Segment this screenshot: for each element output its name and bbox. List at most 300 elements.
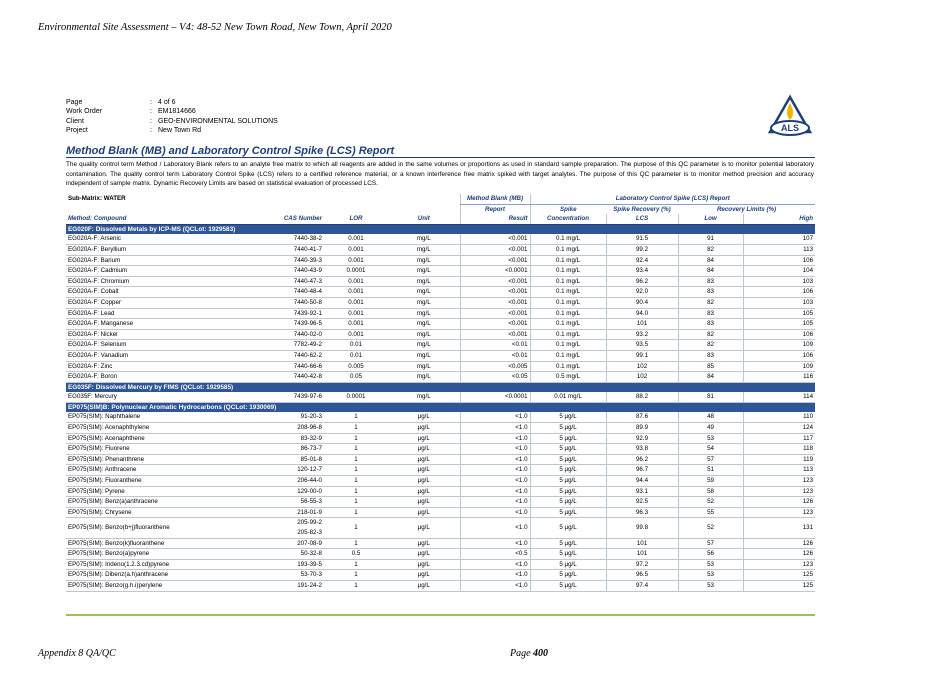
header-lcs-group: Laboratory Control Spike (LCS) Report [530, 194, 815, 204]
table-cell: 0.1 mg/L [530, 329, 606, 340]
header-spike: Spike [530, 204, 606, 214]
table-row [66, 423, 815, 434]
table-cell: 0.1 mg/L [530, 287, 606, 298]
table-cell: 92.4 [606, 255, 678, 266]
header-mb-group: Method Blank (MB) [460, 194, 530, 204]
table-cell: 106 [743, 255, 815, 266]
table-row [66, 497, 815, 508]
table-cell: 5 µg/L [530, 454, 606, 465]
table-cell: 109 [743, 361, 815, 372]
table-cell: EG020A-F: Selenium [66, 340, 246, 351]
table-cell: <1.0 [460, 507, 530, 518]
table-cell: 88.2 [606, 392, 678, 402]
table-cell: 0.5 [324, 549, 388, 560]
table-cell: 83 [678, 319, 743, 330]
table-cell: EG020A-F: Barium [66, 255, 246, 266]
table-cell: 82 [678, 340, 743, 351]
table-cell: 125 [743, 570, 815, 581]
table-cell: <1.0 [460, 454, 530, 465]
table-cell: 113 [743, 465, 815, 476]
table-row [66, 454, 815, 465]
table-cell: 103 [743, 297, 815, 308]
table-cell: 0.0001 [324, 392, 388, 402]
section-title: EP075(SIM)B: Polynuclear Aromatic Hydrocarbons (QCLot: 1930069) [66, 402, 815, 412]
table-cell: <1.0 [460, 423, 530, 434]
table-cell: 0.1 mg/L [530, 276, 606, 287]
table-cell: 114 [743, 392, 815, 402]
report-title: Method Blank (MB) and Laboratory Control Spike (LCS) Report [66, 145, 395, 157]
table-row [66, 412, 815, 422]
table-cell: 104 [743, 266, 815, 277]
table-cell: 99.2 [606, 244, 678, 255]
meta-key: Project [66, 127, 88, 135]
table-cell: 93.2 [606, 329, 678, 340]
table-cell: 120-12-7 [246, 465, 324, 476]
table-cell: EP075(SIM): Dibenz(a.h)anthracene [66, 570, 246, 581]
table-cell: 0.001 [324, 308, 388, 319]
table-cell: mg/L [388, 340, 460, 351]
svg-text:ALS: ALS [781, 123, 799, 133]
column-header: Method: Compound [66, 214, 246, 224]
table-cell: <0.001 [460, 319, 530, 330]
table-cell: 106 [743, 287, 815, 298]
table-cell: 117 [743, 433, 815, 444]
section-title: EG035F: Dissolved Mercury by FIMS (QCLot: 1929585) [66, 382, 815, 392]
table-cell: 218-01-9 [246, 507, 324, 518]
table-row [66, 255, 815, 266]
table-row [66, 234, 815, 244]
section-header-row [66, 402, 815, 412]
header-mb-report: Report [460, 204, 530, 214]
table-cell: <0.001 [460, 308, 530, 319]
table-cell: 90.4 [606, 297, 678, 308]
footer-page-number: 400 [533, 648, 549, 659]
table-cell: µg/L [388, 454, 460, 465]
meta-row [66, 107, 814, 116]
table-cell: 116 [743, 372, 815, 383]
table-cell: 83 [678, 308, 743, 319]
table-row [66, 486, 815, 497]
table-cell: 91-20-3 [246, 412, 324, 422]
table-cell: 123 [743, 559, 815, 570]
table-cell: 103 [743, 276, 815, 287]
table-row [66, 570, 815, 581]
table-cell: 5 µg/L [530, 412, 606, 422]
table-cell: 0.005 [324, 361, 388, 372]
header-column-row [66, 214, 815, 224]
table-cell: 53 [678, 559, 743, 570]
table-cell: 0.05 [324, 372, 388, 383]
meta-separator: : [150, 127, 152, 135]
column-header: Concentration [530, 214, 606, 224]
table-cell: 5 µg/L [530, 444, 606, 455]
table-cell: µg/L [388, 549, 460, 560]
table-row [66, 538, 815, 549]
meta-key: Work Order [66, 108, 103, 116]
table-cell: 59 [678, 476, 743, 487]
table-cell: 106 [743, 350, 815, 361]
column-header: LCS [606, 214, 678, 224]
table-cell: <0.001 [460, 276, 530, 287]
table-cell: EG020A-F: Cadmium [66, 266, 246, 277]
report-meta [66, 98, 814, 136]
table-cell: 0.001 [324, 297, 388, 308]
table-row [66, 350, 815, 361]
document-header: Environmental Site Assessment – V4: 48-52 New Town Road, New Town, April 2020 [38, 22, 392, 33]
table-cell: mg/L [388, 361, 460, 372]
table-cell: EP075(SIM): Benzo(a)pyrene [66, 549, 246, 560]
table-cell: 1 [324, 570, 388, 581]
table-cell: 102 [606, 372, 678, 383]
table-cell: 5 µg/L [530, 476, 606, 487]
table-cell: 56 [678, 549, 743, 560]
title-divider [66, 157, 815, 158]
table-cell: 126 [743, 538, 815, 549]
header-sub-row [66, 204, 815, 214]
table-cell: mg/L [388, 287, 460, 298]
table-cell: <1.0 [460, 559, 530, 570]
table-cell: 51 [678, 465, 743, 476]
table-cell: 5 µg/L [530, 433, 606, 444]
table-cell: 7440-66-6 [246, 361, 324, 372]
table-cell: 1 [324, 454, 388, 465]
table-cell: 1 [324, 559, 388, 570]
table-cell: 205-99-2 205-82-3 [246, 518, 324, 538]
table-cell: 106 [743, 329, 815, 340]
table-row [66, 549, 815, 560]
table-cell: 107 [743, 234, 815, 244]
table-row [66, 287, 815, 298]
table-cell: µg/L [388, 570, 460, 581]
table-cell: 97.2 [606, 559, 678, 570]
table-cell: EG020A-F: Copper [66, 297, 246, 308]
table-cell: 0.001 [324, 287, 388, 298]
table-cell: 5 µg/L [530, 549, 606, 560]
table-cell: <0.01 [460, 350, 530, 361]
table-cell: 96.5 [606, 570, 678, 581]
table-cell: 56-55-3 [246, 497, 324, 508]
column-header: LOR [324, 214, 388, 224]
table-cell: 124 [743, 423, 815, 434]
section-header-row [66, 224, 815, 234]
table-cell: EP075(SIM): Naphthalene [66, 412, 246, 422]
table-cell: 0.1 mg/L [530, 234, 606, 244]
table-cell: 1 [324, 497, 388, 508]
table-cell: 7440-48-4 [246, 287, 324, 298]
meta-value: EM1814666 [158, 108, 196, 116]
table-cell: 7440-43-9 [246, 266, 324, 277]
table-cell: mg/L [388, 244, 460, 255]
meta-separator: : [150, 117, 152, 125]
table-cell: EG020A-F: Lead [66, 308, 246, 319]
table-cell: 99.1 [606, 350, 678, 361]
table-row [66, 276, 815, 287]
table-cell: EG035F: Mercury [66, 392, 246, 402]
table-cell: <1.0 [460, 465, 530, 476]
table-row [66, 433, 815, 444]
column-header: Low [678, 214, 743, 224]
table-cell: <1.0 [460, 433, 530, 444]
table-cell: µg/L [388, 465, 460, 476]
table-cell: 91 [678, 234, 743, 244]
table-cell: 1 [324, 538, 388, 549]
table-cell: 97.4 [606, 580, 678, 591]
header-group-row [66, 194, 815, 204]
table-cell: mg/L [388, 319, 460, 330]
table-cell: mg/L [388, 297, 460, 308]
meta-value: 4 of 6 [158, 99, 176, 106]
table-cell: 101 [606, 538, 678, 549]
table-cell: 208-96-8 [246, 423, 324, 434]
table-body [66, 224, 815, 591]
table-cell: <0.005 [460, 361, 530, 372]
table-cell: 96.2 [606, 276, 678, 287]
table-cell: 126 [743, 549, 815, 560]
table-row [66, 340, 815, 351]
table-row [66, 392, 815, 402]
table-cell: 118 [743, 444, 815, 455]
table-cell: 52 [678, 518, 743, 538]
table-cell: <0.05 [460, 372, 530, 383]
table-cell: 126 [743, 497, 815, 508]
table-cell: 193-39-5 [246, 559, 324, 570]
table-cell: 1 [324, 412, 388, 422]
table-row [66, 319, 815, 330]
table-cell: EP075(SIM): Pyrene [66, 486, 246, 497]
table-cell: EP075(SIM): Acenaphthene [66, 433, 246, 444]
table-cell: <1.0 [460, 444, 530, 455]
table-cell: 52 [678, 497, 743, 508]
table-cell: 99.8 [606, 518, 678, 538]
table-cell: 0.001 [324, 276, 388, 287]
table-cell: 94.0 [606, 308, 678, 319]
section-header-row [66, 382, 815, 392]
table-cell: <1.0 [460, 476, 530, 487]
table-cell: 102 [606, 361, 678, 372]
table-cell: EG020A-F: Manganese [66, 319, 246, 330]
table-cell: 7440-38-2 [246, 234, 324, 244]
table-cell: 91.5 [606, 234, 678, 244]
table-cell: 0.1 mg/L [530, 266, 606, 277]
table-cell: mg/L [388, 308, 460, 319]
table-cell: 5 µg/L [530, 538, 606, 549]
table-cell: 1 [324, 423, 388, 434]
table-cell: 7439-92-1 [246, 308, 324, 319]
table-cell: 0.01 [324, 340, 388, 351]
column-header: CAS Number [246, 214, 324, 224]
table-cell: mg/L [388, 255, 460, 266]
table-cell: 1 [324, 486, 388, 497]
table-cell: EG020A-F: Beryllium [66, 244, 246, 255]
table-cell: 0.001 [324, 319, 388, 330]
table-cell: 0.1 mg/L [530, 340, 606, 351]
table-cell: <0.001 [460, 255, 530, 266]
table-cell: 7439-96-5 [246, 319, 324, 330]
table-cell: 0.5 mg/L [530, 372, 606, 383]
table-cell: 113 [743, 244, 815, 255]
table-cell: <1.0 [460, 580, 530, 591]
table-cell: mg/L [388, 276, 460, 287]
footer-page-prefix: Page [510, 648, 534, 659]
table-cell: 7782-49-2 [246, 340, 324, 351]
meta-separator: : [150, 99, 152, 106]
table-cell: 81 [678, 392, 743, 402]
meta-row [66, 117, 814, 126]
table-cell: 1 [324, 433, 388, 444]
table-cell: 0.1 mg/L [530, 361, 606, 372]
table-cell: EP075(SIM): Phenanthrene [66, 454, 246, 465]
table-cell: mg/L [388, 392, 460, 402]
table-cell: 48 [678, 412, 743, 422]
table-cell: 105 [743, 319, 815, 330]
table-cell: 125 [743, 580, 815, 591]
table-row [66, 476, 815, 487]
table-cell: EP075(SIM): Benzo(k)fluoranthene [66, 538, 246, 549]
table-cell: µg/L [388, 433, 460, 444]
table-cell: EG020A-F: Cobalt [66, 287, 246, 298]
table-row [66, 444, 815, 455]
table-cell: 5 µg/L [530, 518, 606, 538]
table-cell: 123 [743, 476, 815, 487]
table-cell: 87.6 [606, 412, 678, 422]
table-cell: 7440-02-0 [246, 329, 324, 340]
table-cell: 93.1 [606, 486, 678, 497]
meta-separator: : [150, 108, 152, 116]
table-cell: 50-32-8 [246, 549, 324, 560]
table-cell: mg/L [388, 350, 460, 361]
table-cell: 49 [678, 423, 743, 434]
table-row [66, 329, 815, 340]
table-cell: <1.0 [460, 538, 530, 549]
table-cell: EP075(SIM): Benzo(b+j)fluoranthene [66, 518, 246, 538]
header-recovery-limits: Recovery Limits (%) [716, 205, 777, 213]
table-cell: 83 [678, 350, 743, 361]
table-cell: 5 µg/L [530, 486, 606, 497]
table-cell: 101 [606, 549, 678, 560]
table-cell: 92.9 [606, 433, 678, 444]
table-cell: 89.9 [606, 423, 678, 434]
table-cell: 131 [743, 518, 815, 538]
table-cell: 0.1 mg/L [530, 319, 606, 330]
table-row [66, 559, 815, 570]
table-cell: 96.7 [606, 465, 678, 476]
table-cell: 53 [678, 433, 743, 444]
table-cell: 206-44-0 [246, 476, 324, 487]
table-cell: µg/L [388, 412, 460, 422]
table-cell: 0.001 [324, 234, 388, 244]
table-cell: 93.8 [606, 444, 678, 455]
table-cell: EP075(SIM): Fluoranthene [66, 476, 246, 487]
table-cell: <0.5 [460, 549, 530, 560]
table-cell: EG020A-F: Nickel [66, 329, 246, 340]
table-cell: 53-70-3 [246, 570, 324, 581]
table-cell: EG020A-F: Chromium [66, 276, 246, 287]
table-cell: 5 µg/L [530, 507, 606, 518]
table-cell: 55 [678, 507, 743, 518]
table-cell: µg/L [388, 423, 460, 434]
table-cell: 7440-62-2 [246, 350, 324, 361]
table-cell: <0.001 [460, 329, 530, 340]
table-cell: 7440-50-8 [246, 297, 324, 308]
table-cell: 7440-42-8 [246, 372, 324, 383]
meta-row [66, 98, 814, 107]
table-cell: 5 µg/L [530, 570, 606, 581]
section-title: EG020F: Dissolved Metals by ICP-MS (QCLot: 1929583) [66, 224, 815, 234]
table-row [66, 361, 815, 372]
table-cell: 0.01 [324, 350, 388, 361]
table-cell: 83 [678, 287, 743, 298]
als-logo-icon [766, 94, 814, 138]
meta-key: Client [66, 117, 84, 125]
table-cell: 84 [678, 266, 743, 277]
table-row [66, 372, 815, 383]
table-cell: µg/L [388, 497, 460, 508]
table-cell: µg/L [388, 580, 460, 591]
table-cell: 84 [678, 372, 743, 383]
table-cell: EP075(SIM): Benzo(g.h.i)perylene [66, 580, 246, 591]
table-cell: 92.0 [606, 287, 678, 298]
table-cell: EP075(SIM): Chrysene [66, 507, 246, 518]
table-cell: 57 [678, 454, 743, 465]
table-cell: 0.1 mg/L [530, 255, 606, 266]
table-cell: µg/L [388, 518, 460, 538]
table-cell: 93.5 [606, 340, 678, 351]
table-cell: <0.001 [460, 297, 530, 308]
table-cell: EG020A-F: Boron [66, 372, 246, 383]
table-cell: 5 µg/L [530, 559, 606, 570]
table-row [66, 244, 815, 255]
table-cell: 92.5 [606, 497, 678, 508]
table-cell: 57 [678, 538, 743, 549]
table-row [66, 507, 815, 518]
table-cell: 1 [324, 580, 388, 591]
table-cell: <1.0 [460, 570, 530, 581]
table-cell: 85 [678, 361, 743, 372]
table-cell: 5 µg/L [530, 465, 606, 476]
table-cell: 0.001 [324, 329, 388, 340]
table-cell: 58 [678, 486, 743, 497]
table-cell: 123 [743, 507, 815, 518]
table-cell: <0.01 [460, 340, 530, 351]
table-cell: 84 [678, 255, 743, 266]
table-cell: 101 [606, 319, 678, 330]
table-cell: <0.0001 [460, 266, 530, 277]
table-cell: 96.3 [606, 507, 678, 518]
table-cell: 94.4 [606, 476, 678, 487]
table-cell: <0.001 [460, 287, 530, 298]
table-row [66, 266, 815, 277]
table-cell: 82 [678, 329, 743, 340]
column-header: Unit [388, 214, 460, 224]
table-cell: 1 [324, 476, 388, 487]
meta-block [66, 98, 814, 136]
table-cell: 110 [743, 412, 815, 422]
table-cell: µg/L [388, 507, 460, 518]
table-cell: EP075(SIM): Benz(a)anthracene [66, 497, 246, 508]
table-cell: 1 [324, 465, 388, 476]
table-cell: 93.4 [606, 266, 678, 277]
table-cell: 53 [678, 580, 743, 591]
table-cell: mg/L [388, 266, 460, 277]
table-cell: 0.1 mg/L [530, 308, 606, 319]
table-cell: EG020A-F: Zinc [66, 361, 246, 372]
table-cell: 0.01 mg/L [530, 392, 606, 402]
table-cell: 0.1 mg/L [530, 244, 606, 255]
table-cell: 123 [743, 486, 815, 497]
table-cell: EG020A-F: Arsenic [66, 234, 246, 244]
table-cell: µg/L [388, 444, 460, 455]
meta-key: Page [66, 99, 83, 106]
